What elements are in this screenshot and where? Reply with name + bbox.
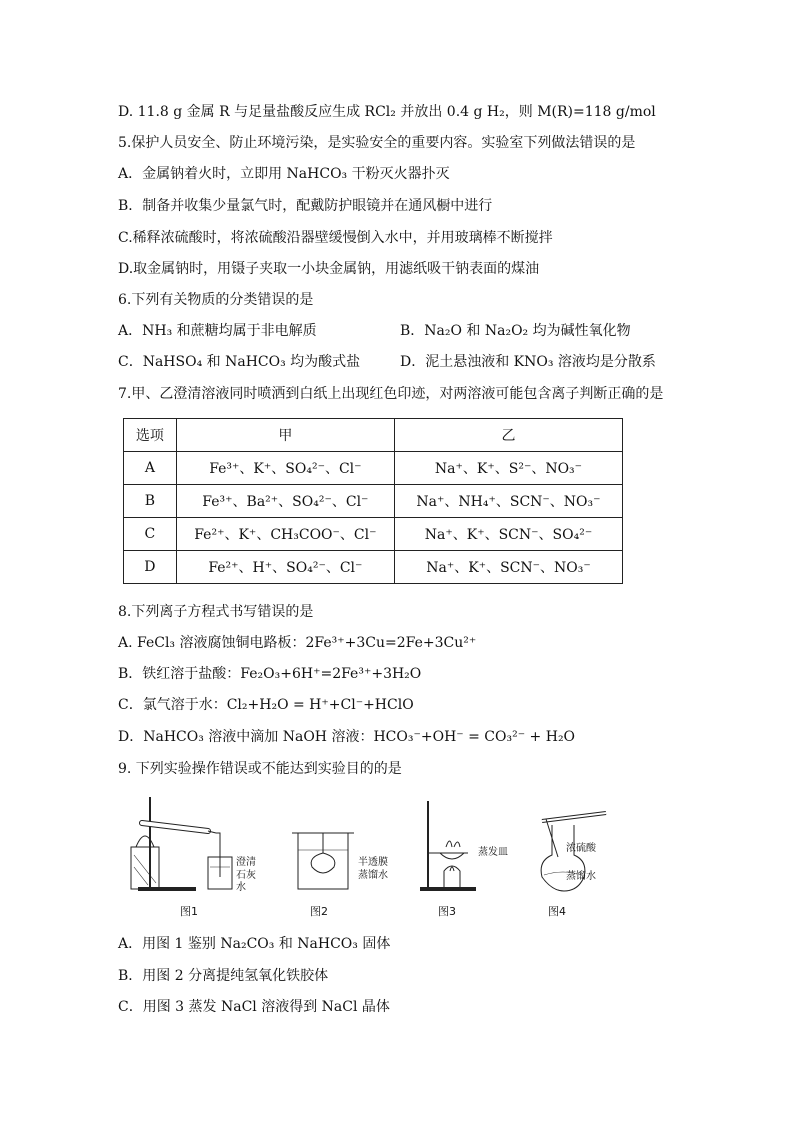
q5-option-d: D.取金属钠时，用镊子夹取一小块金属钠，用滤纸吸干钠表面的煤油 — [118, 261, 540, 277]
q5-option-b: B．制备并收集少量氯气时，配戴防护眼镜并在通风橱中进行 — [118, 198, 493, 214]
table-row — [124, 452, 623, 485]
figure-1 — [128, 795, 258, 918]
q6-option-c: C．NaHSO₄ 和 NaHCO₃ 均为酸式盐 — [118, 354, 361, 370]
fig2-label-water: 蒸馏水 — [358, 870, 388, 881]
figure-2 — [288, 795, 408, 918]
q9-option-b: B．用图 2 分离提纯氢氧化铁胶体 — [118, 968, 329, 984]
q6-option-a: A．NH₃ 和蔗糖均属于非电解质 — [118, 323, 317, 339]
q6-stem: 6.下列有关物质的分类错误的是 — [118, 292, 314, 308]
ion-table — [123, 418, 623, 584]
jia-ions: Fe³⁺、Ba²⁺、SO₄²⁻、Cl⁻ — [176, 485, 394, 518]
q4-option-d: D. 11.8 g 金属 R 与足量盐酸反应生成 RCl₂ 并放出 0.4 g H₂，则 M(R)=118 g/mol — [118, 104, 656, 120]
q5-option-c: C.稀释浓硫酸时，将浓硫酸沿器壁缓慢倒入水中，并用玻璃棒不断搅拌 — [118, 230, 553, 246]
q9-option-a: A．用图 1 鉴别 Na₂CO₃ 和 NaHCO₃ 固体 — [118, 936, 391, 952]
fig1-caption: 图1 — [180, 905, 198, 918]
table-row — [124, 485, 623, 518]
fig2-caption: 图2 — [310, 905, 328, 918]
q5-stem: 5.保护人员安全、防止环境污染，是实验安全的重要内容。实验室下列做法错误的是 — [118, 135, 636, 151]
row-label: B — [124, 485, 177, 518]
header-yi: 乙 — [394, 419, 622, 452]
evaporation-setup — [416, 795, 486, 900]
q8-stem: 8.下列离子方程式书写错误的是 — [118, 604, 314, 620]
jia-ions: Fe²⁺、H⁺、SO₄²⁻、Cl⁻ — [176, 551, 394, 584]
header-option: 选项 — [124, 419, 177, 452]
row-label: C — [124, 518, 177, 551]
row-label: D — [124, 551, 177, 584]
jia-ions: Fe³⁺、K⁺、SO₄²⁻、Cl⁻ — [176, 452, 394, 485]
q9-option-c: C．用图 3 蒸发 NaCl 溶液得到 NaCl 晶体 — [118, 999, 390, 1015]
fig2-label-membrane: 半透膜 — [358, 857, 388, 868]
fig3-caption: 图3 — [438, 905, 456, 918]
q8-option-c: C．氯气溶于水：Cl₂+H₂O = H⁺+Cl⁻+HClO — [118, 697, 414, 713]
yi-ions: Na⁺、K⁺、SCN⁻、SO₄²⁻ — [394, 518, 622, 551]
table-row — [124, 551, 623, 584]
q5-option-a: A．金属钠着火时，立即用 NaHCO₃ 干粉灭火器扑灭 — [118, 166, 450, 182]
q7-stem: 7.甲、乙澄清溶液同时喷洒到白纸上出现红色印迹，对两溶液可能包含离子判断正确的是 — [118, 386, 664, 402]
yi-ions: Na⁺、K⁺、S²⁻、NO₃⁻ — [394, 452, 622, 485]
yi-ions: Na⁺、NH₄⁺、SCN⁻、NO₃⁻ — [394, 485, 622, 518]
table-row — [124, 518, 623, 551]
header-jia: 甲 — [176, 419, 394, 452]
fig4-label-acid: 浓硫酸 — [566, 843, 596, 854]
dialysis-beaker — [288, 795, 360, 900]
row-label: A — [124, 452, 177, 485]
table-header-row — [124, 419, 623, 452]
apparatus-figures — [128, 795, 618, 918]
fig1-label-clear: 澄清 — [236, 857, 256, 868]
fig4-caption: 图4 — [548, 905, 566, 918]
q8-option-a: A. FeCl₃ 溶液腐蚀铜电路板：2Fe³⁺+3Cu=2Fe+3Cu²⁺ — [118, 635, 477, 651]
q8-option-b: B．铁红溶于盐酸：Fe₂O₃+6H⁺=2Fe³⁺+3H₂O — [118, 666, 422, 682]
fig4-label-water: 蒸馏水 — [566, 871, 596, 882]
figure-3 — [416, 795, 526, 918]
yi-ions: Na⁺、K⁺、SCN⁻、NO₃⁻ — [394, 551, 622, 584]
figure-4 — [538, 795, 618, 918]
fig3-label-dish: 蒸发皿 — [478, 847, 508, 858]
jia-ions: Fe²⁺、K⁺、CH₃COO⁻、Cl⁻ — [176, 518, 394, 551]
q9-stem: 9. 下列实验操作错误或不能达到实验目的的是 — [118, 761, 402, 777]
q6-option-b: B．Na₂O 和 Na₂O₂ 均为碱性氧化物 — [400, 323, 631, 339]
fig1-label-limewater: 石灰水 — [236, 870, 256, 893]
q8-option-d: D．NaHCO₃ 溶液中滴加 NaOH 溶液：HCO₃⁻+OH⁻ = CO₃²⁻ + H₂O — [118, 729, 576, 745]
q6-option-d: D．泥土悬浊液和 KNO₃ 溶液均是分散系 — [400, 354, 656, 370]
